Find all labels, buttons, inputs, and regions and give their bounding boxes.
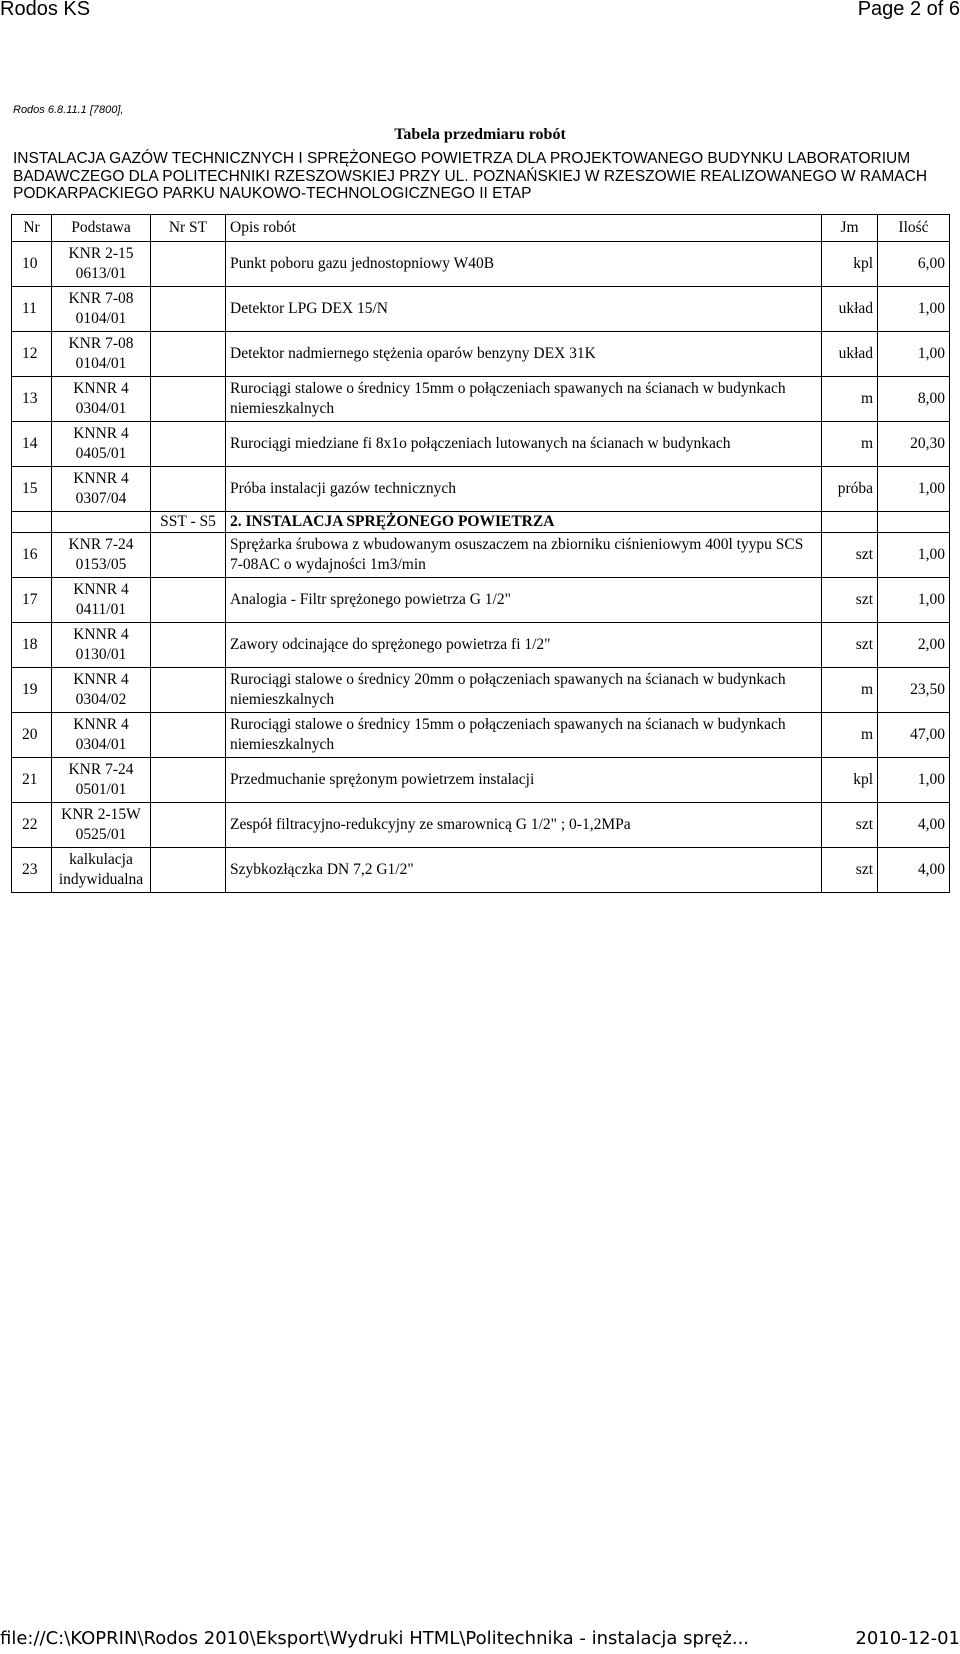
row-nr: 21 xyxy=(12,758,52,803)
row-podstawa: KNR 7-08 0104/01 xyxy=(52,287,151,332)
table-row xyxy=(12,848,950,893)
table-row xyxy=(12,533,950,578)
column-header-nr: Nr xyxy=(12,215,52,242)
row-podstawa: KNNR 4 0304/01 xyxy=(52,377,151,422)
row-quantity: 2,00 xyxy=(878,623,950,668)
row-description: Rurociągi stalowe o średnicy 20mm o połączeniach spawanych na ścianach w budynkach niemieszkalnych xyxy=(226,668,822,713)
row-description: Próba instalacji gazów technicznych xyxy=(226,467,822,512)
document-subtitle: INSTALACJA GAZÓW TECHNICZNYCH I SPRĘŻONEGO POWIETRZA DLA PROJEKTOWANEGO BUDYNKU LABORATORIUM BADAWCZEGO DLA POLITECHNIKI RZESZOWSKIEJ PRZY UL. POZNAŃSKIEJ W RZESZOWIE REALIZOWANEGO W RAMACH PODKARPACKIEGO PARKU NAUKOWO-TECHNOLOGICZNEGO II ETAP xyxy=(13,150,928,202)
row-quantity: 1,00 xyxy=(878,533,950,578)
row-podstawa: KNNR 4 0304/01 xyxy=(52,713,151,758)
row-podstawa: KNNR 4 0411/01 xyxy=(52,578,151,623)
row-podstawa: kalkulacja indywidualna xyxy=(52,848,151,893)
row-nrst xyxy=(151,422,226,467)
row-description: Szybkozłączka DN 7,2 G1/2" xyxy=(226,848,822,893)
row-nr: 17 xyxy=(12,578,52,623)
table-row xyxy=(12,713,950,758)
row-nrst xyxy=(151,848,226,893)
items-body xyxy=(12,242,950,512)
section-ilosc-cell xyxy=(878,512,950,533)
column-header-podstawa: Podstawa xyxy=(52,215,151,242)
row-nr: 23 xyxy=(12,848,52,893)
row-nr: 13 xyxy=(12,377,52,422)
row-unit: układ xyxy=(822,332,878,377)
row-quantity: 1,00 xyxy=(878,287,950,332)
row-description: Zawory odcinające do sprężonego powietrza fi 1/2" xyxy=(226,623,822,668)
row-nr: 18 xyxy=(12,623,52,668)
section-jm-cell xyxy=(822,512,878,533)
row-podstawa: KNR 2-15 0613/01 xyxy=(52,242,151,287)
row-nrst xyxy=(151,668,226,713)
row-unit: próba xyxy=(822,467,878,512)
row-podstawa: KNR 7-08 0104/01 xyxy=(52,332,151,377)
row-unit: m xyxy=(822,422,878,467)
row-nrst xyxy=(151,623,226,668)
row-nrst xyxy=(151,803,226,848)
table-row xyxy=(12,578,950,623)
row-podstawa: KNNR 4 0405/01 xyxy=(52,422,151,467)
row-description: Rurociągi stalowe o średnicy 15mm o połączeniach spawanych na ścianach w budynkach niemieszkalnych xyxy=(226,713,822,758)
row-nrst xyxy=(151,287,226,332)
column-header-opis: Opis robót xyxy=(226,215,822,242)
section-row xyxy=(12,512,950,533)
column-header-ilosc: Ilość xyxy=(878,215,950,242)
row-unit: układ xyxy=(822,287,878,332)
row-nrst xyxy=(151,242,226,287)
section-nrst: SST - S5 xyxy=(151,512,226,533)
row-nrst xyxy=(151,332,226,377)
row-unit: szt xyxy=(822,533,878,578)
page-number: Page 2 of 6 xyxy=(857,0,960,20)
row-description: Rurociągi miedziane fi 8x1o połączeniach lutowanych na ścianach w budynkach xyxy=(226,422,822,467)
row-podstawa: KNNR 4 0130/01 xyxy=(52,623,151,668)
row-nrst xyxy=(151,533,226,578)
row-quantity: 4,00 xyxy=(878,848,950,893)
row-nrst xyxy=(151,713,226,758)
row-quantity: 6,00 xyxy=(878,242,950,287)
row-quantity: 47,00 xyxy=(878,713,950,758)
row-quantity: 1,00 xyxy=(878,332,950,377)
row-unit: m xyxy=(822,713,878,758)
table-row xyxy=(12,377,950,422)
row-nr: 22 xyxy=(12,803,52,848)
row-nr: 20 xyxy=(12,713,52,758)
row-nr: 10 xyxy=(12,242,52,287)
table-row xyxy=(12,287,950,332)
row-nrst xyxy=(151,758,226,803)
row-unit: kpl xyxy=(822,758,878,803)
row-description: Detektor nadmiernego stężenia oparów benzyny DEX 31K xyxy=(226,332,822,377)
row-unit: szt xyxy=(822,623,878,668)
row-podstawa: KNR 7-24 0153/05 xyxy=(52,533,151,578)
row-nr: 19 xyxy=(12,668,52,713)
row-quantity: 4,00 xyxy=(878,803,950,848)
row-nr: 16 xyxy=(12,533,52,578)
table-row xyxy=(12,467,950,512)
row-quantity: 1,00 xyxy=(878,467,950,512)
row-description: Detektor LPG DEX 15/N xyxy=(226,287,822,332)
row-description: Zespół filtracyjno-redukcyjny ze smarownicą G 1/2" ; 0-1,2MPa xyxy=(226,803,822,848)
row-nr: 11 xyxy=(12,287,52,332)
section-nr-cell xyxy=(12,512,52,533)
app-title: Rodos KS xyxy=(0,0,91,20)
row-description: Punkt poboru gazu jednostopniowy W40B xyxy=(226,242,822,287)
row-nr: 14 xyxy=(12,422,52,467)
table-row xyxy=(12,242,950,287)
row-description: Analogia - Filtr sprężonego powietrza G 1/2" xyxy=(226,578,822,623)
row-unit: m xyxy=(822,377,878,422)
section-body xyxy=(12,512,950,533)
table-row xyxy=(12,803,950,848)
row-nrst xyxy=(151,578,226,623)
column-header-jm: Jm xyxy=(822,215,878,242)
row-podstawa: KNR 7-24 0501/01 xyxy=(52,758,151,803)
column-header-nrst: Nr ST xyxy=(151,215,226,242)
program-version: Rodos 6.8.11.1 [7800], xyxy=(13,104,124,116)
document-title: Tabela przedmiaru robót xyxy=(394,126,566,143)
row-description: Sprężarka śrubowa z wbudowanym osuszaczem na zbiorniku ciśnieniowym 400l tyypu SCS 7-08AC o wydajności 1m3/min xyxy=(226,533,822,578)
items-body-2 xyxy=(12,533,950,893)
row-nr: 15 xyxy=(12,467,52,512)
table-row xyxy=(12,668,950,713)
row-nrst xyxy=(151,377,226,422)
row-description: Przedmuchanie sprężonym powietrzem instalacji xyxy=(226,758,822,803)
row-nr: 12 xyxy=(12,332,52,377)
table-row xyxy=(12,332,950,377)
row-quantity: 8,00 xyxy=(878,377,950,422)
row-quantity: 1,00 xyxy=(878,758,950,803)
table-row xyxy=(12,422,950,467)
row-podstawa: KNNR 4 0304/02 xyxy=(52,668,151,713)
items-table xyxy=(11,214,950,893)
row-description: Rurociągi stalowe o średnicy 15mm o połączeniach spawanych na ścianach w budynkach niemieszkalnych xyxy=(226,377,822,422)
row-quantity: 20,30 xyxy=(878,422,950,467)
row-unit: szt xyxy=(822,803,878,848)
table-header-row xyxy=(12,215,950,242)
row-quantity: 1,00 xyxy=(878,578,950,623)
row-unit: szt xyxy=(822,848,878,893)
footer-date: 2010-12-01 xyxy=(855,1628,960,1649)
row-unit: kpl xyxy=(822,242,878,287)
section-podstawa-cell xyxy=(52,512,151,533)
row-unit: m xyxy=(822,668,878,713)
row-quantity: 23,50 xyxy=(878,668,950,713)
row-nrst xyxy=(151,467,226,512)
row-podstawa: KNR 2-15W 0525/01 xyxy=(52,803,151,848)
section-label: 2. INSTALACJA SPRĘŻONEGO POWIETRZA xyxy=(226,512,822,533)
footer-file-path: file://C:\KOPRIN\Rodos 2010\Eksport\Wydruki HTML\Politechnika - instalacja spręż... xyxy=(0,1628,750,1649)
table-row xyxy=(12,623,950,668)
row-unit: szt xyxy=(822,578,878,623)
table-row xyxy=(12,758,950,803)
row-podstawa: KNNR 4 0307/04 xyxy=(52,467,151,512)
